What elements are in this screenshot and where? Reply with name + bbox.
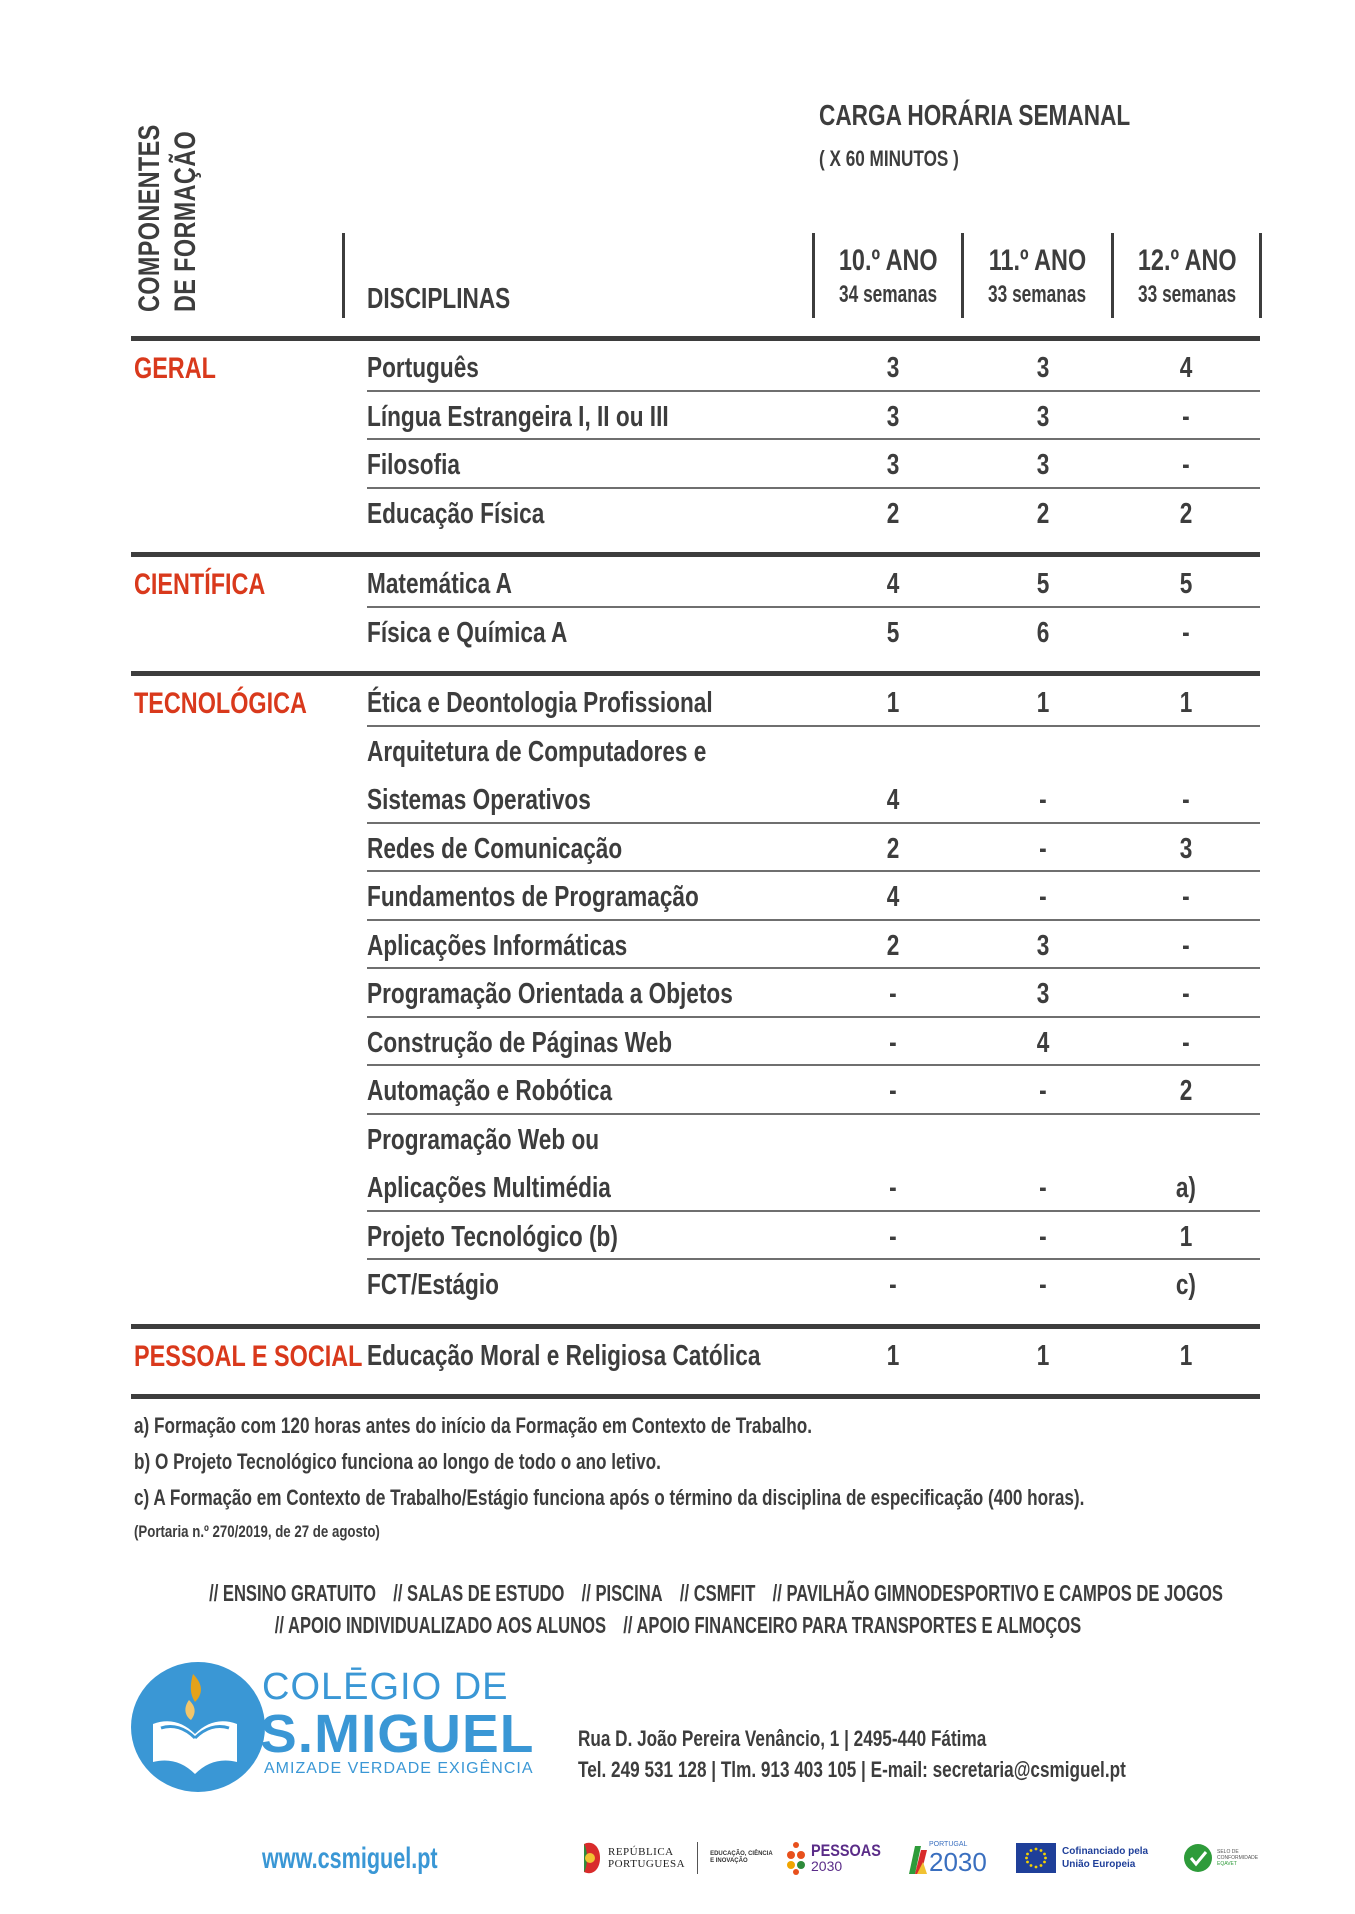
hours-cell bbox=[1146, 1172, 1226, 1205]
row-separator bbox=[367, 487, 1260, 489]
subject-name: Programação Web ou bbox=[367, 1123, 600, 1156]
legal-reference: (Portaria n.º 270/2019, de 27 de agosto) bbox=[134, 1522, 380, 1541]
year-header-10 bbox=[815, 238, 961, 312]
subject-name: Filosofia bbox=[367, 449, 461, 481]
row-separator bbox=[367, 390, 1260, 392]
school-tagline: AMIZADE VERDADE EXIGÊNCIA bbox=[264, 1760, 534, 1777]
eu-flag-icon bbox=[1016, 1843, 1056, 1873]
hours-value: 1 bbox=[1179, 1339, 1193, 1372]
hours-value: 2 bbox=[886, 497, 900, 530]
subject-name: Ética e Deontologia Profissional bbox=[367, 687, 713, 719]
hours-value: 4 bbox=[886, 568, 900, 600]
hours-value: - bbox=[1182, 1026, 1190, 1059]
hours-cell bbox=[1146, 1075, 1226, 1108]
hours-cell bbox=[1146, 930, 1226, 963]
component-label: CIENTÍFICA bbox=[134, 568, 266, 601]
subject-name-line2: Aplicações Multimédia bbox=[367, 1172, 611, 1204]
hours-cell bbox=[1146, 1027, 1226, 1060]
hours-value: - bbox=[889, 1172, 897, 1204]
hours-cell bbox=[853, 1172, 933, 1205]
year-weeks: 33 semanas bbox=[1137, 281, 1236, 308]
year-weeks: 33 semanas bbox=[987, 281, 1086, 308]
component-label: TECNOLÓGICA bbox=[134, 687, 307, 720]
year-weeks: 34 semanas bbox=[838, 281, 937, 308]
eu-line1: Cofinanciado pela bbox=[1062, 1846, 1149, 1857]
eqavet-line3: EQAVET bbox=[1217, 1861, 1237, 1867]
book-flame-icon bbox=[131, 1662, 265, 1792]
hours-value: - bbox=[1039, 881, 1047, 913]
subject-name: Fundamentos de Programação bbox=[367, 881, 699, 913]
feature-item: // APOIO INDIVIDUALIZADO AOS ALUNOS bbox=[274, 1612, 606, 1638]
subject-name: Matemática A bbox=[367, 568, 512, 600]
hours-cell bbox=[1003, 449, 1083, 482]
subject-name: Automação e Robótica bbox=[367, 1075, 613, 1107]
hours-cell bbox=[1146, 1221, 1226, 1254]
hours-cell bbox=[1003, 1027, 1083, 1060]
pessoas-2030-logo bbox=[785, 1838, 893, 1878]
hours-value: - bbox=[1182, 616, 1190, 649]
subject-name: FCT/Estágio bbox=[367, 1269, 499, 1301]
hours-cell bbox=[1003, 881, 1083, 914]
hours-value: 3 bbox=[1036, 400, 1050, 433]
eqavet-line1: SELO DE bbox=[1217, 1849, 1239, 1855]
disciplinas-header: DISCIPLINAS bbox=[367, 283, 511, 315]
portugal-2030-icon bbox=[905, 1840, 927, 1876]
hours-value: 3 bbox=[886, 400, 900, 433]
school-name-line1: COLĒGIO DE bbox=[262, 1666, 509, 1708]
hours-value: - bbox=[1182, 929, 1190, 962]
year-label: 10.º ANO bbox=[838, 244, 938, 277]
eqavet-line2: CONFORMIDADE bbox=[1217, 1855, 1259, 1861]
subject-name-line2: Sistemas Operativos bbox=[367, 784, 591, 816]
year-header-11 bbox=[964, 238, 1110, 312]
eqavet-seal-logo bbox=[1183, 1838, 1258, 1878]
hours-cell bbox=[853, 449, 933, 482]
hours-cell bbox=[1003, 401, 1083, 434]
hours-cell bbox=[1003, 784, 1083, 817]
hours-cell bbox=[1003, 617, 1083, 650]
portugal-line2: 2030 bbox=[929, 1847, 987, 1877]
hours-value: 3 bbox=[1036, 449, 1050, 481]
hours-cell bbox=[853, 687, 933, 720]
hours-cell bbox=[1146, 784, 1226, 817]
hours-cell bbox=[1003, 1075, 1083, 1108]
hours-cell bbox=[1146, 978, 1226, 1011]
hours-value: 6 bbox=[1036, 616, 1050, 649]
subject-name: Construção de Páginas Web bbox=[367, 1026, 673, 1059]
republica-line1: REPÚBLICA bbox=[608, 1846, 674, 1858]
hours-cell bbox=[1003, 352, 1083, 385]
hours-value: - bbox=[1039, 1075, 1047, 1107]
republica-line2: PORTUGUESA bbox=[608, 1858, 686, 1870]
hours-cell bbox=[1146, 401, 1226, 434]
subject-name: Educação Física bbox=[367, 497, 545, 530]
row-separator bbox=[367, 1113, 1260, 1115]
subject-name: Física e Química A bbox=[367, 616, 568, 649]
subject-name: Redes de Comunicação bbox=[367, 832, 623, 865]
hours-cell bbox=[853, 498, 933, 531]
republica-portuguesa-logo bbox=[582, 1838, 773, 1878]
row-separator bbox=[367, 606, 1260, 608]
hours-value: - bbox=[1182, 978, 1190, 1010]
feature-item: // CSMFIT bbox=[679, 1580, 756, 1606]
pessoas-line2: 2030 bbox=[811, 1858, 843, 1874]
school-contacts: Tel. 249 531 128 | Tlm. 913 403 105 | E-mail: secretaria@csmiguel.pt bbox=[578, 1757, 1126, 1782]
hours-cell bbox=[1146, 1269, 1226, 1302]
hours-cell bbox=[853, 1269, 933, 1302]
year-header-12 bbox=[1114, 238, 1260, 312]
column-divider bbox=[342, 233, 345, 318]
portugal-line1: PORTUGAL bbox=[929, 1841, 968, 1848]
hours-cell bbox=[853, 784, 933, 817]
checkmark-seal-icon bbox=[1183, 1843, 1213, 1873]
hours-value: - bbox=[889, 1220, 897, 1253]
hours-value: 1 bbox=[1179, 687, 1193, 719]
hours-cell bbox=[853, 617, 933, 650]
hours-cell bbox=[1146, 881, 1226, 914]
hours-cell bbox=[1146, 449, 1226, 482]
hours-value: 2 bbox=[1179, 497, 1193, 530]
section-rule bbox=[131, 552, 1260, 557]
components-title-line2: DE FORMAÇÃO bbox=[169, 130, 202, 312]
hours-value: 3 bbox=[1036, 978, 1050, 1010]
hours-value: 5 bbox=[1036, 568, 1050, 600]
section-rule bbox=[131, 671, 1260, 676]
components-title bbox=[132, 71, 204, 312]
hours-cell bbox=[1003, 687, 1083, 720]
section-rule bbox=[131, 1394, 1260, 1399]
hours-value: 1 bbox=[886, 1339, 900, 1372]
subject-name: Língua Estrangeira I, II ou III bbox=[367, 400, 669, 433]
school-name-line2: S.MIGUEL bbox=[260, 1704, 535, 1764]
hours-cell bbox=[853, 833, 933, 866]
hours-value: - bbox=[1039, 832, 1047, 865]
hours-value: - bbox=[1182, 400, 1190, 433]
hours-value: c) bbox=[1175, 1269, 1197, 1301]
hours-value: 1 bbox=[1036, 1339, 1050, 1372]
hours-cell bbox=[1003, 1172, 1083, 1205]
year-label: 12.º ANO bbox=[1137, 244, 1237, 277]
hours-cell bbox=[1146, 617, 1226, 650]
hours-cell bbox=[1146, 833, 1226, 866]
hours-value: 3 bbox=[886, 449, 900, 481]
hours-cell bbox=[1146, 568, 1226, 601]
hours-value: - bbox=[1039, 1172, 1047, 1204]
hours-value: 5 bbox=[1179, 568, 1193, 600]
ministry-line2: E INOVAÇÃO bbox=[710, 1858, 748, 1864]
hours-cell bbox=[1146, 1340, 1226, 1373]
hours-cell bbox=[853, 401, 933, 434]
hours-value: - bbox=[1182, 449, 1190, 481]
hours-value: 4 bbox=[886, 881, 900, 913]
hours-value: 2 bbox=[886, 832, 900, 865]
hours-value: 4 bbox=[1036, 1026, 1050, 1059]
hours-cell bbox=[853, 978, 933, 1011]
hours-value: - bbox=[1039, 1269, 1047, 1301]
feature-item: // PAVILHÃO GIMNODESPORTIVO E CAMPOS DE JOGOS bbox=[772, 1580, 1223, 1606]
school-address: Rua D. João Pereira Venâncio, 1 | 2495-440 Fátima bbox=[578, 1726, 987, 1751]
hours-cell bbox=[1003, 833, 1083, 866]
components-title-line1: COMPONENTES bbox=[133, 124, 166, 312]
hours-cell bbox=[1003, 930, 1083, 963]
hours-cell bbox=[853, 1027, 933, 1060]
subject-name: Arquitetura de Computadores e bbox=[367, 735, 707, 768]
hours-value: 2 bbox=[1036, 497, 1050, 530]
row-separator bbox=[367, 438, 1260, 440]
feature-item: // ENSINO GRATUITO bbox=[209, 1580, 376, 1606]
portugal-flag-icon bbox=[582, 1840, 602, 1876]
pessoas-icon bbox=[785, 1841, 807, 1875]
portugal-2030-logo bbox=[905, 1838, 987, 1878]
subject-name: Programação Orientada a Objetos bbox=[367, 978, 733, 1010]
hours-value: 3 bbox=[886, 352, 900, 384]
hours-cell bbox=[853, 930, 933, 963]
feature-item: // SALAS DE ESTUDO bbox=[393, 1580, 565, 1606]
features-line-2 bbox=[0, 1612, 1355, 1639]
row-separator bbox=[367, 1210, 1260, 1212]
features-line-1 bbox=[0, 1580, 1355, 1607]
hours-value: 4 bbox=[886, 784, 900, 816]
hours-value: - bbox=[889, 1026, 897, 1059]
hours-cell bbox=[1003, 498, 1083, 531]
carga-horaria-title: CARGA HORÁRIA SEMANAL bbox=[819, 100, 1131, 132]
hours-value: a) bbox=[1175, 1172, 1197, 1204]
hours-value: 3 bbox=[1036, 929, 1050, 962]
hours-cell bbox=[1146, 498, 1226, 531]
row-separator bbox=[367, 870, 1260, 872]
row-separator bbox=[367, 725, 1260, 727]
footnote-a: a) Formação com 120 horas antes do início da Formação em Contexto de Trabalho. bbox=[134, 1413, 813, 1438]
footnote-c: c) A Formação em Contexto de Trabalho/Estágio funciona após o término da disciplina de especificação (400 horas). bbox=[134, 1485, 1085, 1510]
hours-cell bbox=[1003, 978, 1083, 1011]
hours-cell bbox=[1003, 568, 1083, 601]
eu-cofinanced-logo bbox=[1016, 1838, 1148, 1878]
hours-cell bbox=[853, 352, 933, 385]
partner-divider bbox=[697, 1842, 698, 1874]
school-logo bbox=[131, 1662, 265, 1792]
subject-name: Projeto Tecnológico (b) bbox=[367, 1220, 618, 1253]
subject-name: Aplicações Informáticas bbox=[367, 929, 628, 962]
website-link[interactable]: www.csmiguel.pt bbox=[262, 1842, 438, 1875]
hours-cell bbox=[1146, 352, 1226, 385]
hours-cell bbox=[853, 1075, 933, 1108]
hours-cell bbox=[853, 881, 933, 914]
pessoas-line1: PESSOAS bbox=[811, 1841, 881, 1860]
component-label: GERAL bbox=[134, 352, 216, 385]
hours-cell bbox=[1003, 1221, 1083, 1254]
hours-value: 1 bbox=[886, 687, 900, 719]
hours-cell bbox=[853, 568, 933, 601]
ministry-line1: EDUCAÇÃO, CIÊNCIA bbox=[710, 1851, 773, 1857]
hours-value: 1 bbox=[1179, 1220, 1193, 1253]
hours-value: - bbox=[889, 1075, 897, 1107]
hours-cell bbox=[853, 1221, 933, 1254]
hours-value: 4 bbox=[1179, 352, 1193, 384]
hours-value: 5 bbox=[886, 616, 900, 649]
hours-value: - bbox=[1182, 881, 1190, 913]
row-separator bbox=[367, 1064, 1260, 1066]
subject-name: Português bbox=[367, 352, 479, 384]
hours-value: 2 bbox=[1179, 1075, 1193, 1107]
row-separator bbox=[367, 967, 1260, 969]
hours-cell bbox=[1003, 1340, 1083, 1373]
hours-value: - bbox=[889, 1269, 897, 1301]
year-label: 11.º ANO bbox=[988, 244, 1086, 277]
component-label: PESSOAL E SOCIAL bbox=[134, 1339, 363, 1373]
hours-value: - bbox=[1039, 1220, 1047, 1253]
hours-value: - bbox=[889, 978, 897, 1010]
hours-value: - bbox=[1182, 784, 1190, 816]
row-separator bbox=[367, 919, 1260, 921]
hours-value: 3 bbox=[1036, 352, 1050, 384]
hours-cell bbox=[1003, 1269, 1083, 1302]
row-separator bbox=[367, 822, 1260, 824]
feature-item: // PISCINA bbox=[581, 1580, 663, 1606]
hours-cell bbox=[853, 1340, 933, 1373]
row-separator bbox=[367, 1016, 1260, 1018]
subject-name: Educação Moral e Religiosa Católica bbox=[367, 1339, 761, 1372]
hours-cell bbox=[1146, 687, 1226, 720]
section-rule bbox=[131, 1324, 1260, 1329]
row-separator bbox=[367, 1258, 1260, 1260]
feature-item: // APOIO FINANCEIRO PARA TRANSPORTES E ALMOÇOS bbox=[622, 1612, 1081, 1638]
footnote-b: b) O Projeto Tecnológico funciona ao longo de todo o ano letivo. bbox=[134, 1449, 661, 1474]
header-rule bbox=[131, 336, 1260, 341]
hours-value: - bbox=[1039, 784, 1047, 816]
eu-line2: União Europeia bbox=[1062, 1859, 1136, 1870]
hours-value: 3 bbox=[1179, 832, 1193, 865]
carga-horaria-subtitle: ( X 60 MINUTOS ) bbox=[819, 146, 959, 171]
hours-value: 1 bbox=[1036, 687, 1050, 719]
hours-value: 2 bbox=[886, 929, 900, 962]
